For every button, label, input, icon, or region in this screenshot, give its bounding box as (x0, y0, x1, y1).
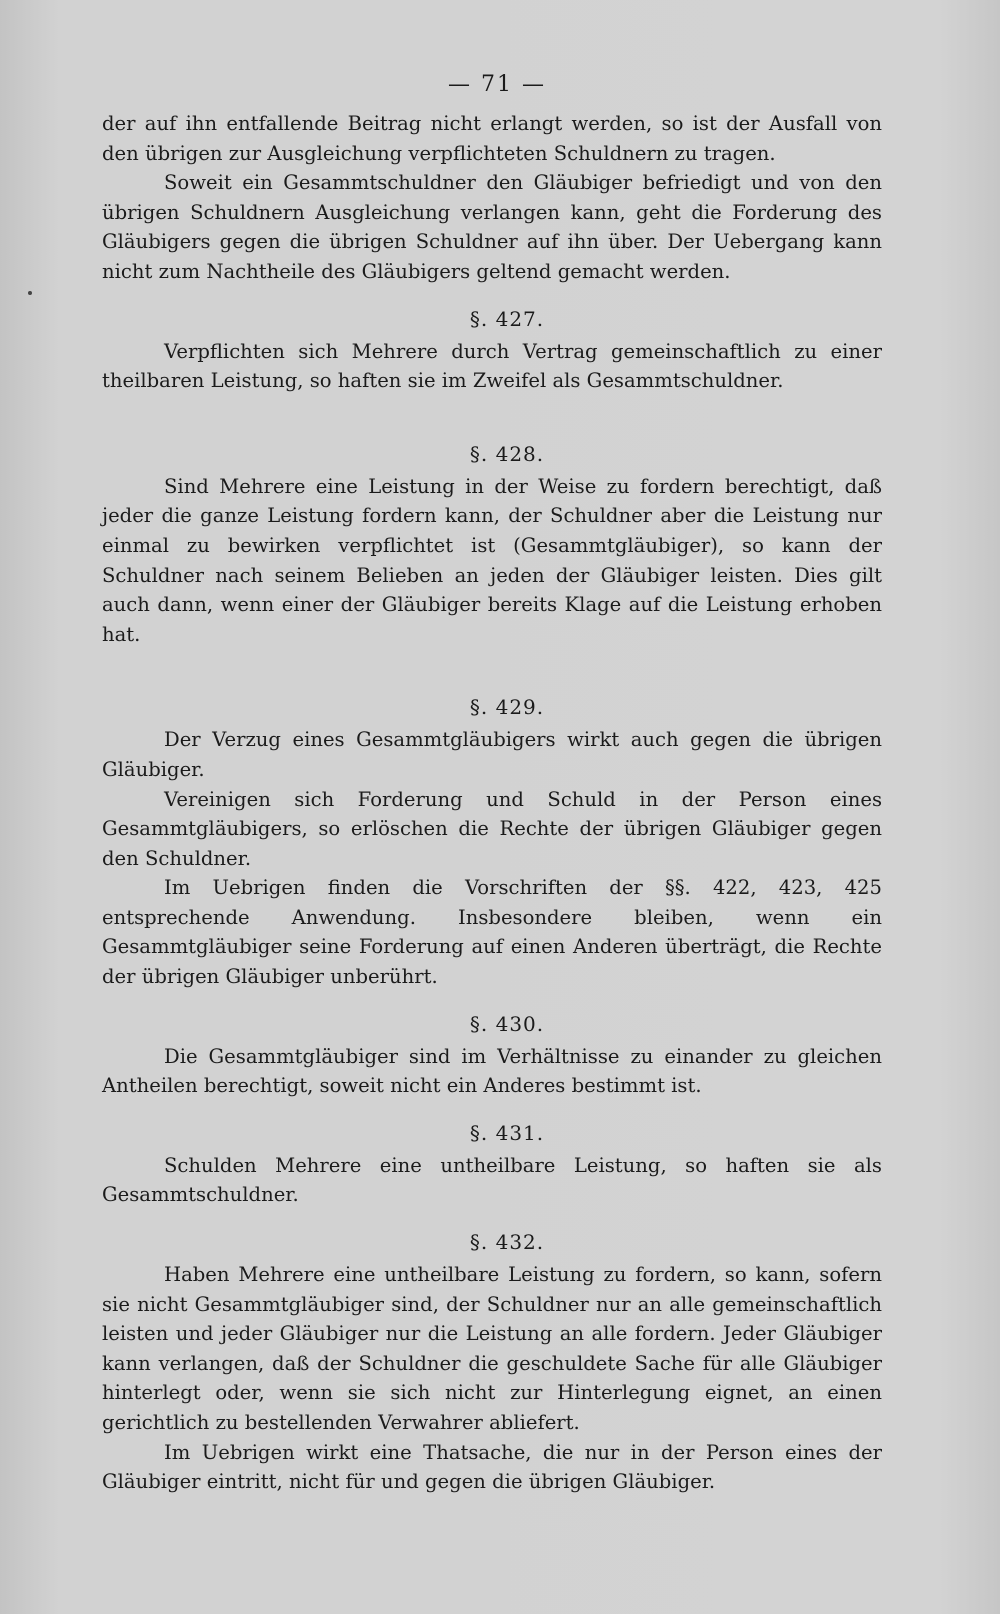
section-heading-427: §. 427. (469, 306, 545, 331)
paragraph: Im Uebrigen wirkt eine Thatsache, die nur in der Person eines der Gläubiger eintritt, nicht für und gegen die übrigen Gläubiger. (102, 1440, 882, 1494)
section-heading-431: §. 431. (469, 1120, 545, 1145)
section-heading-429: §. 429. (469, 695, 545, 720)
margin-dot (28, 291, 32, 295)
paragraph: Soweit ein Gesammtschuldner den Gläubiger befriedigt und von den übrigen Schuldnern Ausgleichung verlangen kann, geht die Forderung des Gläubigers gegen die übrigen Schuldner auf ihn über. Der Uebergang kann nicht zum Nachtheile des Gläubigers geltend gemacht werden. (102, 171, 882, 283)
paragraph: Der Verzug eines Gesammtgläubigers wirkt auch gegen die übrigen Gläubiger. (102, 728, 882, 781)
paragraph: Im Uebrigen finden die Vorschriften der §§. 422, 423, 425 entsprechende Anwendung. Insbesondere bleiben, wenn ein Gesammtgläubiger seine Forderung auf einen Anderen überträgt, die Rechte der übrigen Gläubiger unberührt. (102, 876, 882, 989)
paragraph: Die Gesammtgläubiger sind im Verhältnisse zu einander zu gleichen Antheilen berechtigt, soweit nicht ein Anderes bestimmt ist. (102, 1044, 882, 1098)
paragraph: der auf ihn entfallende Beitrag nicht erlangt werden, so ist der Ausfall von den übrigen zur Ausgleichung verpflichteten Schuldnern zu tragen. (102, 112, 882, 165)
paragraph: Sind Mehrere eine Leistung in der Weise zu fordern berechtigt, daß jeder die ganze Leistung fordern kann, der Schuldner aber die Leistung nur einmal zu bewirken verpflichtet ist (Gesammtgläubiger), so kann der Schuldner nach seinem Belieben an jeden der Gläubiger leisten. Dies gilt auch dann, wenn einer der Gläubiger bereits Klage auf die Leistung erhoben hat. (102, 474, 882, 646)
paragraph: Verpflichten sich Mehrere durch Vertrag gemeinschaftlich zu einer theilbaren Leistung, so haften sie im Zweifel als Gesammtschuldner. (102, 339, 882, 393)
section-heading-428: §. 428. (469, 441, 545, 466)
paragraph: Haben Mehrere eine untheilbare Leistung zu fordern, so kann, sofern sie nicht Gesammtgläubiger sind, der Schuldner nur an alle gemeinschaftlich leisten und jeder Gläubiger nur die Leistung an alle fordern. Jeder Gläubiger kann verlangen, daß der Schuldner die geschuldete Sache für alle Gläubiger hinterlegt oder, wenn sie sich nicht zur Hinterlegung eignet, an einen gerichtlich zu bestellenden Verwahrer abliefert. (102, 1263, 882, 1434)
paragraph: Schulden Mehrere eine untheilbare Leistung, so haften sie als Gesammtschuldner. (102, 1153, 882, 1207)
paragraph: Vereinigen sich Forderung und Schuld in der Person eines Gesammtgläubigers, so erlöschen die Rechte der übrigen Gläubiger gegen den Schuldner. (102, 787, 882, 870)
page-number: — 71 — (448, 72, 546, 97)
section-heading-432: §. 432. (469, 1230, 545, 1255)
section-heading-430: §. 430. (469, 1011, 545, 1036)
